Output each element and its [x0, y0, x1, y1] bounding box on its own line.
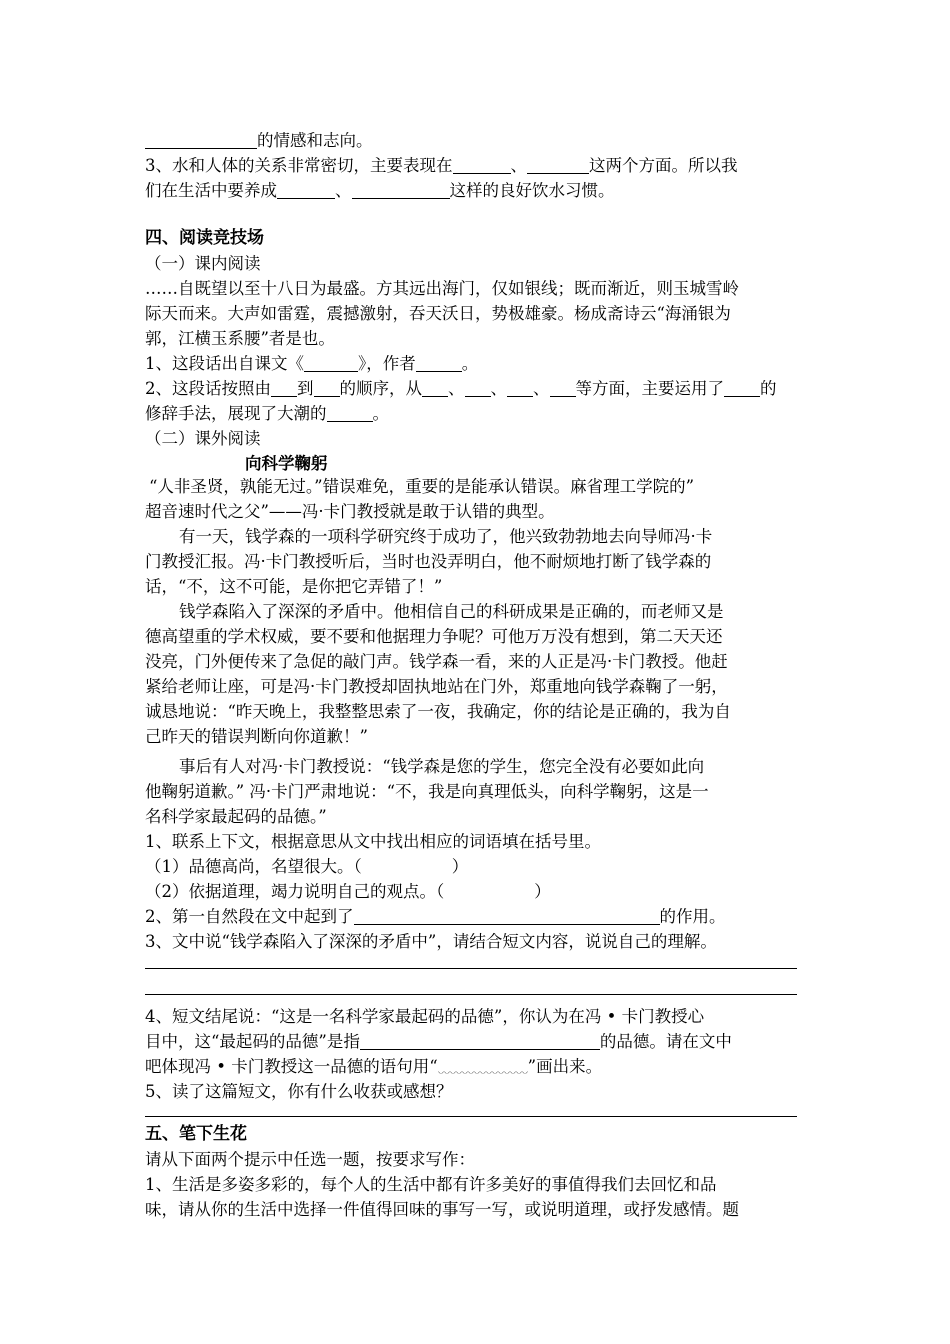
answer-blank[interactable] — [550, 378, 576, 397]
reading-question-1: 1、联系上下文，根据意思从文中找出相应的词语填在括号里。 — [145, 832, 601, 851]
answer-blank[interactable] — [327, 403, 373, 422]
answer-blank[interactable] — [314, 378, 340, 397]
story-line: 事后有人对冯·卡门教授说：“钱学森是您的学生，您完全没有必要如此向 — [179, 757, 705, 776]
answer-blank[interactable] — [304, 353, 358, 372]
reading-question-2: 2、第一自然段在文中起到了 的作用。 — [145, 907, 726, 926]
sec3-line1: 的情感和志向。 — [145, 128, 373, 153]
answer-blank[interactable] — [453, 155, 511, 174]
answer-line[interactable] — [145, 1116, 797, 1117]
passage-line: 郭，江横玉系腰”者是也。 — [145, 329, 335, 348]
story-line: 钱学森陷入了深深的矛盾中。他相信自己的科研成果是正确的，而老师又是 — [179, 602, 724, 621]
sec3-question3-line1: 3、水和人体的关系非常密切，主要表现在 、 这两个方面。所以我 — [145, 156, 738, 175]
answer-blank[interactable] — [277, 180, 335, 199]
section4-heading: 四、阅读竞技场 — [145, 228, 264, 248]
answer-blank[interactable] — [724, 378, 760, 397]
story-line: 没亮，门外便传来了急促的敲门声。钱学森一看，来的人正是冯·卡门教授。他赶 — [145, 652, 728, 671]
story-line: 门教授汇报。冯·卡门教授听后，当时也没弄明白，他不耐烦地打断了钱学森的 — [145, 552, 712, 571]
subsection-extracurricular-reading: （二）课外阅读 — [145, 429, 261, 448]
writing-prompt-line: 1、生活是多姿多彩的，每个人的生活中都有许多美好的事值得我们去回忆和品 — [145, 1175, 717, 1194]
wavy-underline-mark — [438, 1058, 528, 1074]
answer-blank[interactable] — [465, 378, 491, 397]
reading-question-1-1: （1）品德高尚，名望很大。（ ） — [145, 857, 469, 876]
in-class-question-1: 1、这段话出自课文《 》，作者 。 — [145, 354, 479, 373]
passage-line: ……自既望以至十八日为最盛。方其远出海门，仅如银线；既而渐近，则玉城雪岭 — [145, 279, 739, 298]
reading-question-1-2: （2）依据道理，竭力说明自己的观点。（ ） — [145, 882, 551, 901]
answer-blank[interactable] — [145, 130, 257, 149]
story-line: 己昨天的错误判断向你道歉！” — [145, 727, 368, 746]
answer-blank[interactable] — [354, 906, 660, 925]
answer-line[interactable] — [145, 994, 797, 995]
answer-line[interactable] — [145, 968, 797, 969]
writing-prompt-line: 味，请从你的生活中选择一件值得回味的事写一写，或说明道理，或抒发感情。题 — [145, 1200, 739, 1219]
section5-heading: 五、笔下生花 — [145, 1124, 247, 1144]
answer-blank[interactable] — [527, 155, 589, 174]
answer-blank[interactable] — [422, 378, 448, 397]
reading-question-3: 3、文中说“钱学森陷入了深深的矛盾中”，请结合短文内容，说说自己的理解。 — [145, 932, 717, 951]
story-line: 德高望重的学术权威，要不要和他据理力争呢？可他万万没有想到，第二天天还 — [145, 627, 723, 646]
story-line: 诚恳地说：“昨天晚上，我整整思索了一夜，我确定，你的结论是正确的，我为自 — [145, 702, 731, 721]
sec3-question3-line2: 们在生活中要养成 、 这样的良好饮水习惯。 — [145, 181, 615, 200]
reading-question-5: 5、读了这篇短文，你有什么收获或感想？ — [145, 1082, 453, 1101]
story-line: 超音速时代之父”——冯·卡门教授就是敢于认错的典型。 — [145, 502, 555, 521]
answer-blank[interactable] — [507, 378, 533, 397]
answer-blank[interactable] — [352, 180, 450, 199]
answer-blank[interactable] — [271, 378, 297, 397]
story-title: 向科学鞠躬 — [245, 454, 328, 473]
in-class-question-2: 2、这段话按照由 到 的顺序，从 、 、 、 等方面，主要运用了 的 — [145, 379, 777, 398]
in-class-question-2-cont: 修辞手法，展现了大潮的 。 — [145, 404, 389, 423]
story-line: “人非圣贤，孰能无过。”错误难免，重要的是能承认错误。麻省理工学院的” — [149, 477, 695, 496]
story-line: 有一天，钱学森的一项科学研究终于成功了，他兴致勃勃地去向导师冯·卡 — [179, 527, 713, 546]
story-line: 名科学家最起码的品德。” — [145, 807, 327, 826]
passage-line: 际天而来。大声如雷霆，震撼激射，吞天沃日，势极雄豪。杨成斋诗云“海涌银为 — [145, 304, 731, 323]
writing-instructions: 请从下面两个提示中任选一题，按要求写作： — [145, 1150, 475, 1169]
subsection-in-class-reading: （一）课内阅读 — [145, 254, 261, 273]
answer-blank[interactable] — [416, 353, 462, 372]
reading-question-4: 4、短文结尾说：“这是一名科学家最起码的品德”，你认为在冯 • 卡门教授心 — [145, 1007, 705, 1026]
reading-question-4-cont: 目中，这“最起码的品德”是指 的品德。请在文中 — [145, 1032, 732, 1051]
story-line: 紧给老师让座，可是冯·卡门教授却固执地站在门外，郑重地向钱学森鞠了一躬， — [145, 677, 728, 696]
story-line: 他鞠躬道歉。” 冯·卡门严肃地说：“不，我是向真理低头，向科学鞠躬，这是一 — [145, 782, 709, 801]
reading-question-4-cont: 吧体现冯 • 卡门教授这一品德的语句用“ ”画出来。 — [145, 1057, 603, 1076]
story-line: 话，“不，这不可能，是你把它弄错了！” — [145, 577, 443, 596]
answer-blank[interactable] — [360, 1031, 600, 1050]
